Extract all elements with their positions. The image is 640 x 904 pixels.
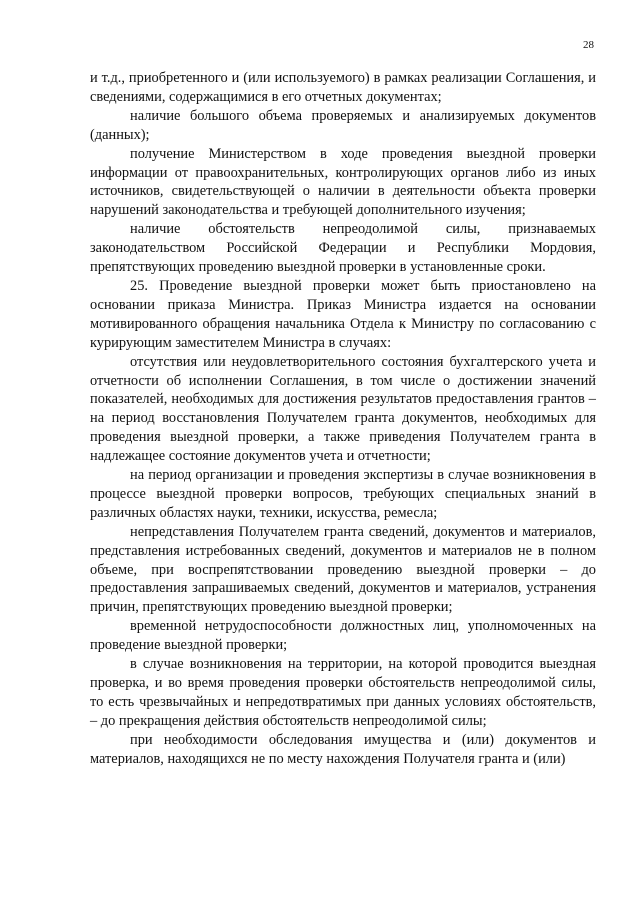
paragraph-expertise: на период организации и проведения экспертизы в случае возникновения в процессе выездной проверки вопросов, требующих специальных знаний в различных областях науки, техники, искусства, ремесла; xyxy=(90,467,596,521)
page-number: 28 xyxy=(583,39,594,51)
paragraph-large-volume: наличие большого объема проверяемых и анализируемых документов (данных); xyxy=(90,107,596,143)
paragraph-force-majeure: наличие обстоятельств непреодолимой силы, признаваемых законодательством Российской Федерации и Республики Мордовия, препятствующих проведению выездной проверки в установленные сроки. xyxy=(90,221,596,276)
paragraph-territory-force-majeure: в случае возникновения на территории, на которой проводится выездная проверка, и во время проведения проверки обстоятельств непреодолимой силы, то есть чрезвычайных и непредотвратимых при данных условиях обстоятельств, – до прекращения действия обстоятельств непреодолимой силы; xyxy=(90,656,596,729)
paragraph-non-submission: непредставления Получателем гранта сведений, документов и материалов, представления истребованных сведений, документов и материалов не в полном объеме, при воспрепятствовании проведению выездной проверки – до предоставления запрашиваемых сведений, документов и материалов, устранения причин, препятствующих проведению выездной проверки; xyxy=(90,523,596,616)
paragraph-incapacity: временной нетрудоспособности должностных лиц, уполномоченных на проведение выездной проверки; xyxy=(90,618,596,654)
paragraph-accounting-absence: отсутствия или неудовлетворительного состояния бухгалтерского учета и отчетности об исполнении Соглашения, в том числе о достижении значений показателей, необходимых для достижения результатов предоставления грантов – на период восстановления Получателем гранта документов, необходимых для проведения выездной проверки, а также приведения Получателем гранта в надлежащее состояние документов учета и отчетности; xyxy=(90,353,596,465)
paragraph-clause-25: 25. Проведение выездной проверки может быть приостановлено на основании приказа Министра. Приказ Министра издается на основании мотивированного обращения начальника Отдела к Министру по согласованию с курирующим заместителем Министра в случаях: xyxy=(90,277,596,351)
paragraph-property-inspection: при необходимости обследования имущества и (или) документов и материалов, находящихся не по месту нахождения Получателя гранта и (или) xyxy=(90,731,596,767)
paragraph-law-enforcement-info: получение Министерством в ходе проведения выездной проверки информации от правоохранительных, контролирующих органов либо из иных источников, свидетельствующей о наличии в деятельности объекта проверки нарушений законодательства и требующей дополнительного изучения; xyxy=(90,145,596,219)
paragraph-continuation: и т.д., приобретенного и (или используемого) в рамках реализации Соглашения, и сведениями, содержащимися в его отчетных документах; xyxy=(90,70,596,105)
document-body xyxy=(90,69,596,769)
